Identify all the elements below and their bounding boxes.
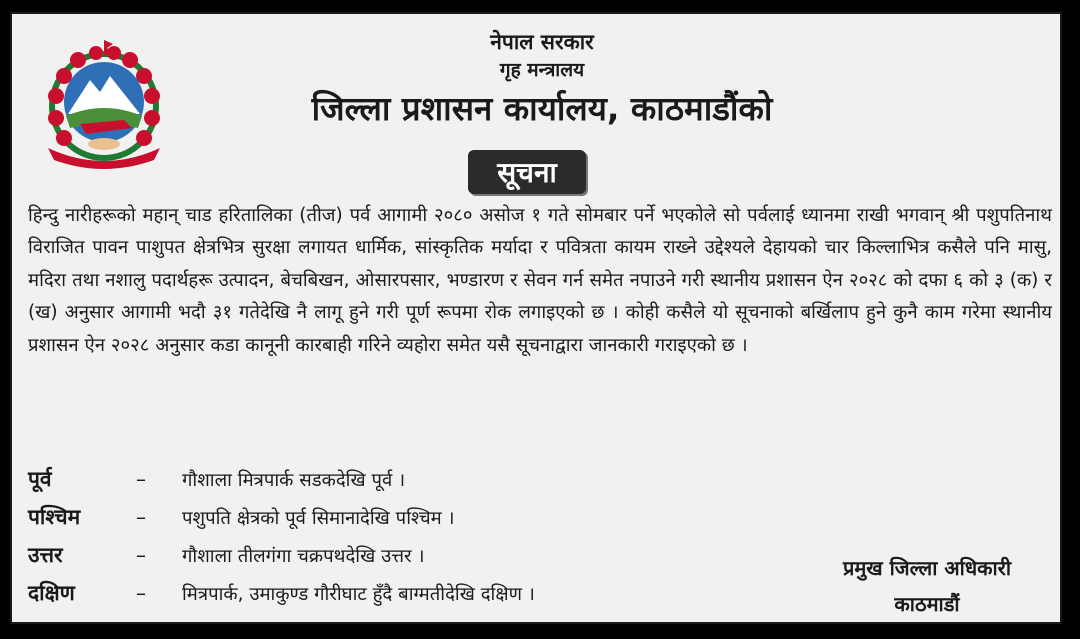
boundary-dash: –	[136, 543, 146, 567]
handshake-icon	[88, 138, 120, 150]
boundary-description: पशुपति क्षेत्रको पूर्व सिमानादेखि पश्चिम ।	[182, 507, 455, 529]
signatory-title: प्रमुख जिल्ला अधिकारी	[842, 556, 1012, 580]
signatory-place: काठमाडौं	[894, 592, 960, 616]
office-name: जिल्ला प्रशासन कार्यालय, काठमाडौंको	[311, 89, 773, 128]
signature-block	[802, 550, 1052, 622]
boundary-dash: –	[136, 505, 146, 529]
government-name: नेपाल सरकार	[490, 30, 594, 54]
boundary-direction: पश्चिम	[28, 505, 81, 529]
nepal-government-emblem-icon	[34, 36, 174, 176]
ministry-name: गृह मन्त्रालय	[499, 59, 585, 81]
boundary-description: मित्रपार्क, उमाकुण्ड गौरीघाट हुँदै बाग्मतीदेखि दक्षिण ।	[182, 583, 535, 605]
boundary-row-west	[28, 498, 788, 536]
boundary-row-north	[28, 536, 788, 574]
boundary-direction: उत्तर	[28, 543, 63, 567]
boundary-description: गौशाला मित्रपार्क सडकदेखि पूर्व ।	[182, 469, 406, 491]
notice-header	[162, 28, 922, 132]
notice-title-badge	[468, 150, 586, 194]
boundary-direction: पूर्व	[28, 467, 52, 491]
boundary-list	[28, 460, 788, 612]
boundary-direction: दक्षिण	[28, 581, 75, 605]
boundary-row-east	[28, 460, 788, 498]
notice-title: सूचना	[497, 156, 557, 189]
boundary-dash: –	[136, 467, 146, 491]
boundary-description: गौशाला तीलगंगा चक्रपथदेखि उत्तर ।	[182, 545, 425, 567]
notice-body: हिन्दु नारीहरूको महान् चाड हरितालिका (तीज) पर्व आगामी २०८० असोज १ गते सोमबार पर्ने भएकोले सो पर्वलाई ध्यानमा राखी भगवान् श्री पशुपतिनाथ विराजित पावन पाशुपत क्षेत्रभित्र सुरक्षा लगायत धार्मिक, सांस्कृतिक मर्यादा र पवित्रता कायम राख्ने उद्देश्यले देहायको चार किल्लाभित्र कसैले पनि मासु, मदिरा तथा नशालु पदार्थहरू उत्पादन, बेचबिखन, ओसारपसार, भण्डारण र सेवन गर्न समेत नपाउने गरी स्थानीय प्रशासन ऐन २०२८ को दफा ६ को ३ (क) र (ख) अनुसार आगामी भदौ ३१ गतेदेखि नै लागू हुने गरी पूर्ण रूपमा रोक लगाइएको छ । कोही कसैले यो सूचनाको बर्खिलाप हुने कुनै काम गरेमा स्थानीय प्रशासन ऐन २०२८ अनुसार कडा कानूनी कारबाही गरिने व्यहोरा समेत यसै सूचनाद्वारा जानकारी गराइएको छ ।	[28, 205, 1052, 356]
boundary-row-south	[28, 574, 788, 612]
boundary-dash: –	[136, 581, 146, 605]
notice-sheet	[10, 12, 1062, 624]
